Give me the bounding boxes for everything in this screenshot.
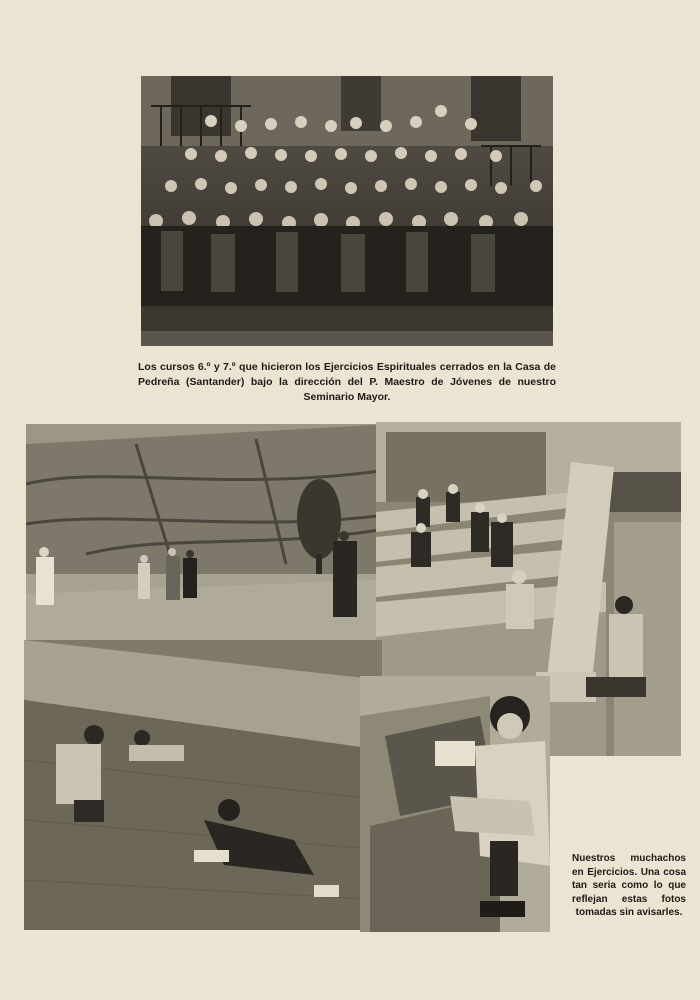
group-photo-caption: Los cursos 6.º y 7.º que hicieron los Ejercicios Espirituales cerrados en la Casa de Pedreña (Santander) bajo la dirección del P. Maestro de Jóvenes de nuestro Seminario Mayor. (138, 361, 556, 403)
grass-reading-photo (24, 640, 382, 930)
group-photo (141, 76, 553, 346)
side-caption: Nuestros muchachos en Ejercicios. Una cosa tan seria como lo que reflejan estas fotos tomadas sin avisarles. (572, 853, 686, 918)
bench-reading-photo (360, 676, 550, 932)
